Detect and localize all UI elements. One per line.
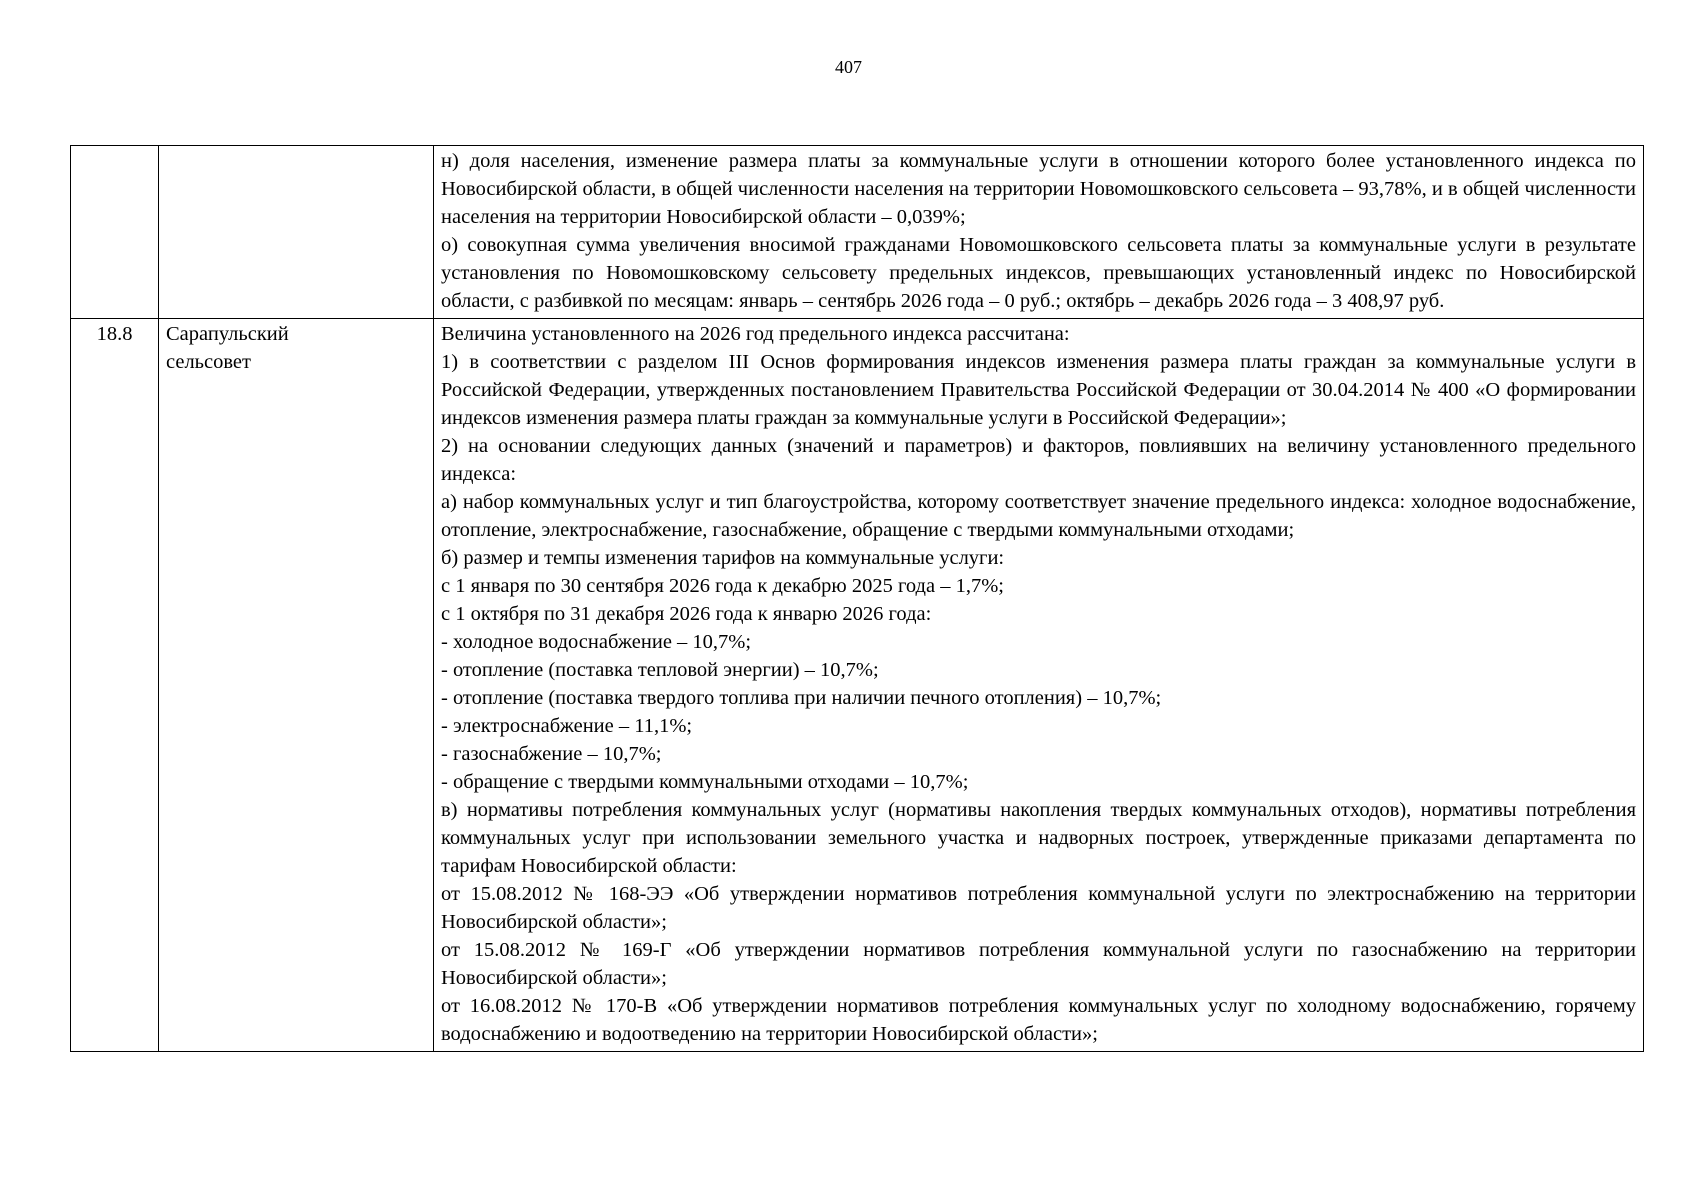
list-item: - холодное водоснабжение – 10,7%; (441, 631, 752, 653)
index-table (70, 145, 1644, 1052)
settlement-name-line: сельсовет (166, 351, 251, 373)
paragraph: в) нормативы потребления коммунальных услуг (нормативы накопления твердых коммунальных отходов), нормативы потребления коммунальных услуг при использовании земельного участка и надворных построек, утвержденные приказами департамента по тарифам Новосибирской области: (441, 799, 1636, 877)
description-cell (434, 319, 1644, 1052)
paragraph: от 15.08.2012 № 168-ЭЭ «Об утверждении нормативов потребления коммунальной услуги по электроснабжению на территории Новосибирской области»; (441, 883, 1636, 933)
page-number: 407 (835, 57, 862, 77)
paragraph: а) набор коммунальных услуг и тип благоустройства, которому соответствует значение предельного индекса: холодное водоснабжение, отопление, электроснабжение, газоснабжение, обращение с твердыми коммунальными отходами; (441, 491, 1636, 541)
list-item: - отопление (поставка твердого топлива при наличии печного отопления) – 10,7%; (441, 687, 1162, 709)
table-row (71, 146, 1644, 319)
list-item: - обращение с твердыми коммунальными отходами – 10,7%; (441, 771, 969, 793)
list-item: - электроснабжение – 11,1%; (441, 715, 693, 737)
paragraph: Величина установленного на 2026 год предельного индекса рассчитана: (441, 323, 1070, 345)
paragraph: о) совокупная сумма увеличения вносимой гражданами Новомошковского сельсовета платы за коммунальные услуги в результате установления по Новомошковскому сельсовету предельных индексов, превышающих установленный индекс по Новосибирской области, с разбивкой по месяцам: январь – сентябрь 2026 года – 0 руб.; октябрь – декабрь 2026 года – 3 408,97 руб. (441, 234, 1636, 312)
row-number-cell (71, 146, 159, 319)
settlement-name-cell (159, 319, 434, 1052)
settlement-name-cell (159, 146, 434, 319)
paragraph: с 1 января по 30 сентября 2026 года к декабрю 2025 года – 1,7%; (441, 575, 1004, 597)
paragraph: с 1 октября по 31 декабря 2026 года к январю 2026 года: (441, 603, 932, 625)
list-item: - отопление (поставка тепловой энергии) – 10,7%; (441, 659, 879, 681)
settlement-name-line: Сарапульский (166, 323, 289, 345)
description-cell (434, 146, 1644, 319)
paragraph: от 15.08.2012 № 169-Г «Об утверждении нормативов потребления коммунальной услуги по газоснабжению на территории Новосибирской области»; (441, 939, 1636, 989)
row-number-cell: 18.8 (71, 319, 159, 1052)
paragraph: б) размер и темпы изменения тарифов на коммунальные услуги: (441, 547, 1005, 569)
paragraph: 1) в соответствии с разделом III Основ формирования индексов изменения размера платы граждан за коммунальные услуги в Российской Федерации, утвержденных постановлением Правительства Российской Федерации от 30.04.2014 № 400 «О формировании индексов изменения размера платы граждан за коммунальные услуги в Российской Федерации»; (441, 351, 1636, 429)
paragraph: н) доля населения, изменение размера платы за коммунальные услуги в отношении которого более установленного индекса по Новосибирской области, в общей численности населения на территории Новомошковского сельсовета – 93,78%, и в общей численности населения на территории Новосибирской области – 0,039%; (441, 150, 1636, 228)
list-item: - газоснабжение – 10,7%; (441, 743, 662, 765)
paragraph: 2) на основании следующих данных (значений и параметров) и факторов, повлиявших на величину установленного предельного индекса: (441, 435, 1636, 485)
paragraph: от 16.08.2012 № 170-В «Об утверждении нормативов потребления коммунальных услуг по холодному водоснабжению, горячему водоснабжению и водоотведению на территории Новосибирской области»; (441, 995, 1636, 1045)
table-row (71, 319, 1644, 1052)
